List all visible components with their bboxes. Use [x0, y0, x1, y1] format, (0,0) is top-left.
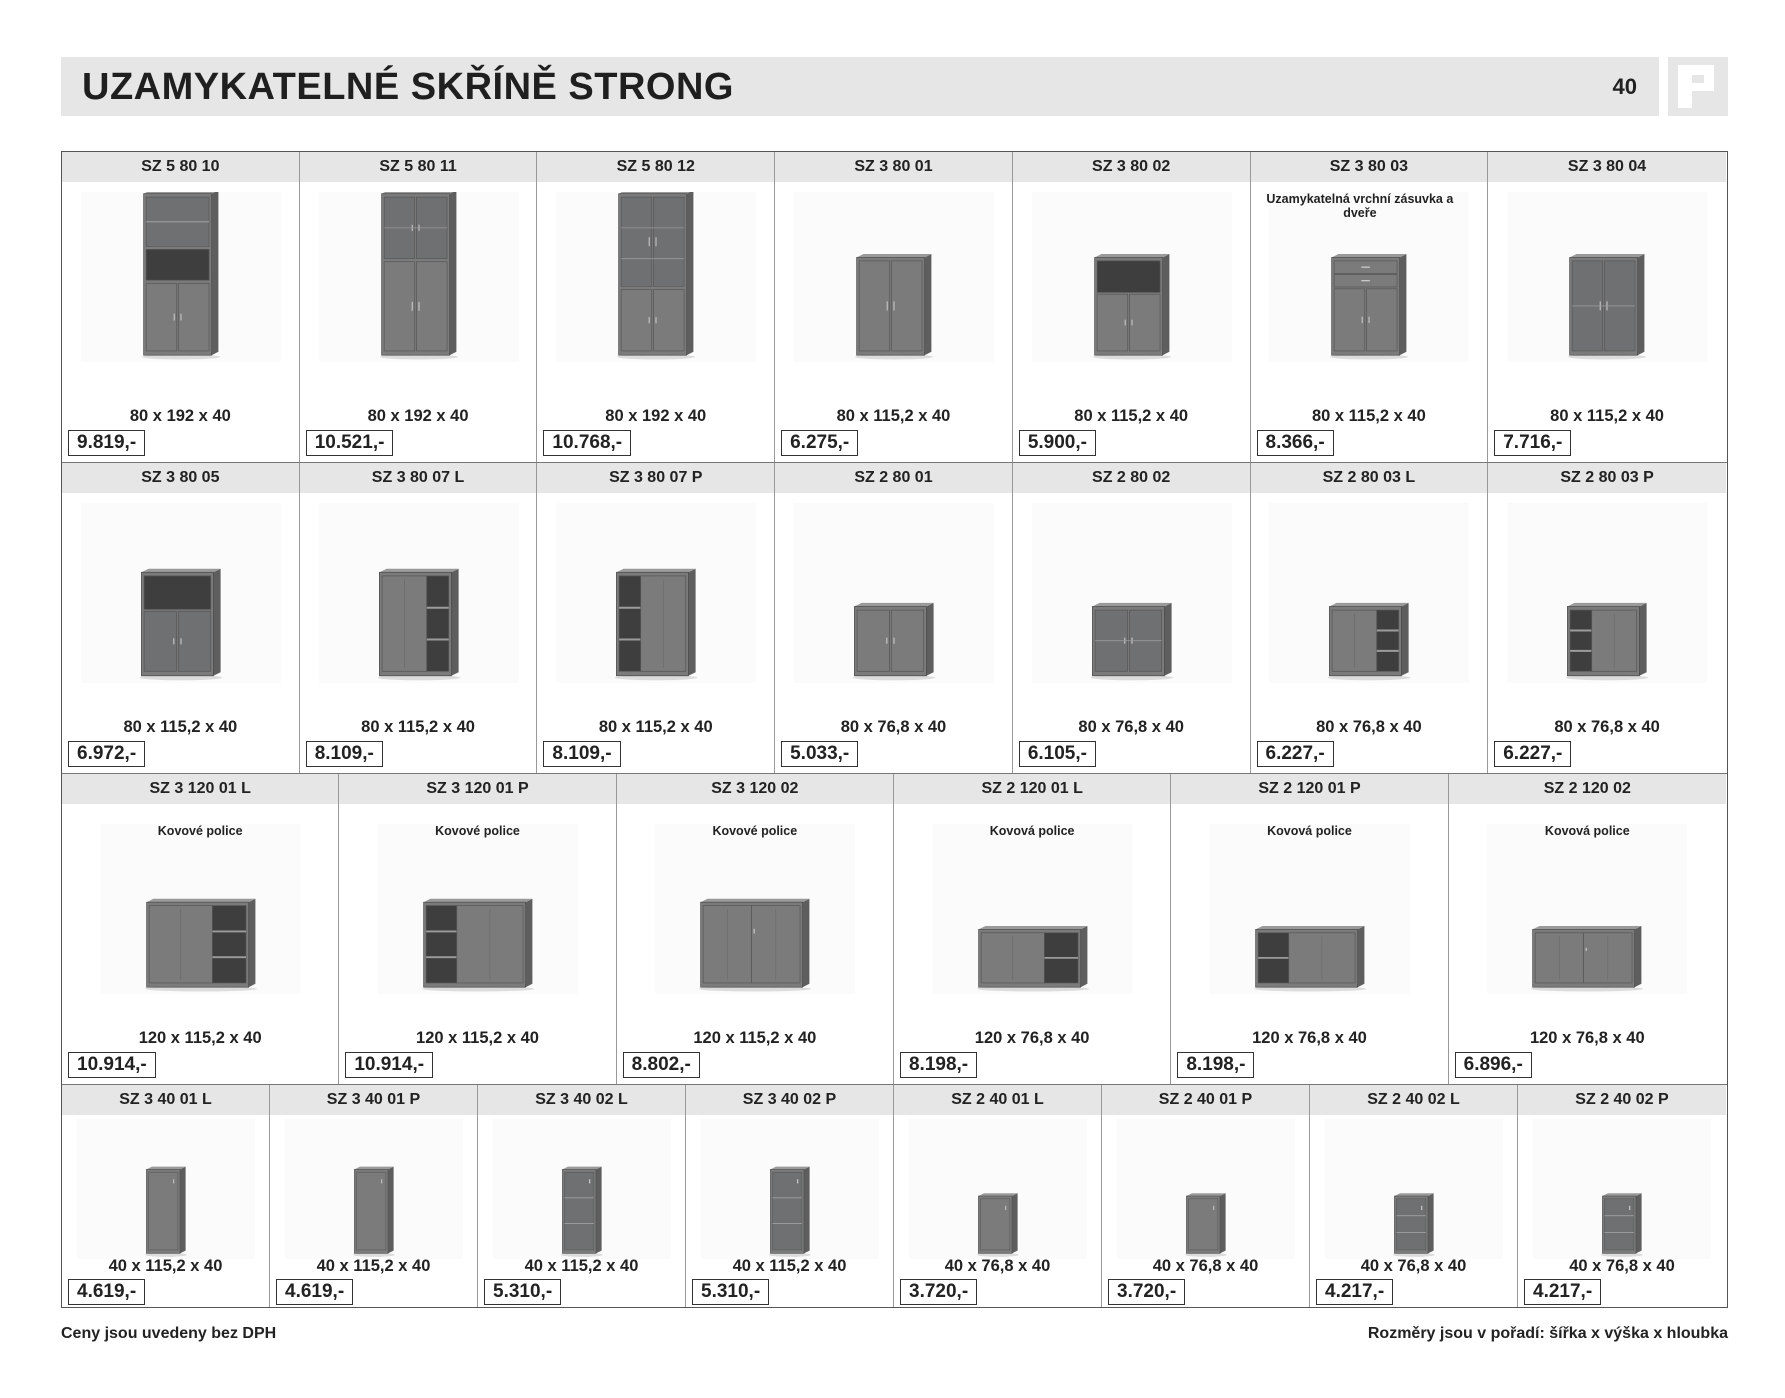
- product-code: SZ 3 80 01: [775, 152, 1012, 182]
- product-code: SZ 3 120 02: [617, 774, 893, 804]
- cabinet-icon: [1269, 503, 1469, 683]
- cabinet-icon: [285, 1119, 463, 1259]
- product-dimensions: 80 x 115,2 x 40: [1311, 407, 1426, 425]
- product-card[interactable]: [1013, 152, 1251, 462]
- product-code: SZ 3 40 01 L: [62, 1085, 269, 1115]
- cabinet-icon: [1032, 192, 1232, 362]
- product-note: Kovová police: [1544, 824, 1630, 838]
- product-dimensions: 120 x 76,8 x 40: [974, 1029, 1090, 1047]
- cabinet-image: [701, 1119, 879, 1259]
- cabinet-icon: [655, 824, 855, 994]
- cabinet-image: [794, 192, 994, 362]
- product-price: 4.619,-: [276, 1279, 353, 1305]
- page-header: [61, 57, 1659, 116]
- product-price: 8.802,-: [623, 1052, 700, 1078]
- product-code: SZ 3 80 02: [1013, 152, 1250, 182]
- product-card[interactable]: [537, 152, 775, 462]
- cabinet-image: [909, 1119, 1087, 1259]
- product-dimensions: 80 x 76,8 x 40: [840, 718, 947, 736]
- product-code: SZ 3 80 05: [62, 463, 299, 493]
- cabinet-image: [493, 1119, 671, 1259]
- page-number: 40: [1612, 74, 1637, 99]
- product-card[interactable]: [894, 774, 1171, 1084]
- product-dimensions: 40 x 115,2 x 40: [732, 1257, 847, 1275]
- product-dimensions: 40 x 115,2 x 40: [524, 1257, 639, 1275]
- product-code: SZ 2 120 01 L: [894, 774, 1170, 804]
- product-code: SZ 2 120 02: [1449, 774, 1726, 804]
- product-price: 6.105,-: [1019, 741, 1096, 767]
- cabinet-image: [81, 503, 281, 683]
- product-code: SZ 3 120 01 L: [62, 774, 338, 804]
- product-card[interactable]: [1013, 463, 1251, 773]
- product-price: 3.720,-: [900, 1279, 977, 1305]
- product-price: 6.896,-: [1455, 1052, 1532, 1078]
- product-code: SZ 3 80 03: [1251, 152, 1488, 182]
- cabinet-image: [556, 192, 756, 362]
- product-price: 5.310,-: [484, 1279, 561, 1305]
- product-card[interactable]: [1251, 463, 1489, 773]
- cabinet-image: [655, 824, 855, 994]
- product-row: [62, 463, 1727, 774]
- product-price: 8.109,-: [306, 741, 383, 767]
- product-dimensions: 80 x 192 x 40: [605, 407, 707, 425]
- product-card[interactable]: [537, 463, 775, 773]
- product-code: SZ 3 80 04: [1488, 152, 1726, 182]
- product-code: SZ 5 80 11: [300, 152, 537, 182]
- cabinet-image: [1487, 824, 1687, 994]
- product-code: SZ 2 40 02 L: [1310, 1085, 1517, 1115]
- product-dimensions: 40 x 115,2 x 40: [108, 1257, 223, 1275]
- product-price: 5.033,-: [781, 741, 858, 767]
- cabinet-icon: [1507, 503, 1707, 683]
- product-card[interactable]: [775, 152, 1013, 462]
- product-price: 6.972,-: [68, 741, 145, 767]
- product-dimensions: 120 x 115,2 x 40: [416, 1029, 539, 1047]
- cabinet-image: [285, 1119, 463, 1259]
- product-card[interactable]: [686, 1085, 894, 1307]
- product-price: 6.227,-: [1257, 741, 1334, 767]
- product-code: SZ 2 80 02: [1013, 463, 1250, 493]
- cabinet-image: [1533, 1119, 1711, 1259]
- product-code: SZ 2 80 01: [775, 463, 1012, 493]
- product-card[interactable]: [1171, 774, 1448, 1084]
- cabinet-icon: [101, 824, 301, 994]
- product-price: 10.768,-: [543, 430, 631, 456]
- product-price: 6.227,-: [1494, 741, 1571, 767]
- product-card[interactable]: [1488, 463, 1726, 773]
- product-note: Kovová police: [1267, 824, 1352, 838]
- product-row: [62, 774, 1727, 1085]
- product-dimensions: 40 x 76,8 x 40: [1360, 1257, 1467, 1275]
- product-row: [62, 1085, 1727, 1307]
- product-card[interactable]: [775, 463, 1013, 773]
- product-note: Kovové police: [157, 824, 243, 838]
- cabinet-icon: [1032, 503, 1232, 683]
- product-dimensions: 120 x 115,2 x 40: [693, 1029, 817, 1047]
- cabinet-image: [1210, 824, 1410, 994]
- product-price: 7.716,-: [1494, 430, 1571, 456]
- product-code: SZ 2 40 02 P: [1518, 1085, 1726, 1115]
- product-dimensions: 80 x 76,8 x 40: [1554, 718, 1660, 736]
- product-note: Kovové police: [435, 824, 520, 838]
- product-card[interactable]: [62, 774, 339, 1084]
- page-title: UZAMYKATELNÉ SKŘÍNĚ STRONG: [82, 66, 734, 108]
- product-card[interactable]: [62, 463, 300, 773]
- product-dimensions: 120 x 76,8 x 40: [1529, 1029, 1645, 1047]
- product-card[interactable]: [339, 774, 616, 1084]
- product-dimensions: 80 x 115,2 x 40: [361, 718, 475, 736]
- cabinet-icon: [909, 1119, 1087, 1259]
- product-price: 8.366,-: [1257, 430, 1334, 456]
- cabinet-image: [933, 824, 1133, 994]
- product-dimensions: 40 x 76,8 x 40: [1152, 1257, 1259, 1275]
- cabinet-image: [319, 192, 519, 362]
- product-code: SZ 2 120 01 P: [1171, 774, 1447, 804]
- cabinet-image: [378, 824, 578, 994]
- product-card[interactable]: [62, 1085, 270, 1307]
- product-card[interactable]: [1488, 152, 1726, 462]
- product-code: SZ 3 40 02 L: [478, 1085, 685, 1115]
- cabinet-icon: [556, 192, 756, 362]
- product-dimensions: 80 x 192 x 40: [367, 407, 469, 425]
- product-price: 9.819,-: [68, 430, 145, 456]
- product-price: 4.217,-: [1524, 1279, 1601, 1305]
- product-dimensions: 80 x 76,8 x 40: [1078, 718, 1184, 736]
- product-price: 8.198,-: [1177, 1052, 1254, 1078]
- product-dimensions: 40 x 115,2 x 40: [316, 1257, 431, 1275]
- product-dimensions: 80 x 115,2 x 40: [836, 407, 951, 425]
- product-card[interactable]: [1102, 1085, 1310, 1307]
- product-dimensions: 80 x 115,2 x 40: [598, 718, 713, 736]
- brand-logo: [1668, 57, 1728, 116]
- brand-logo-icon: [1668, 57, 1728, 116]
- product-card[interactable]: [1310, 1085, 1518, 1307]
- product-grid: [61, 151, 1728, 1308]
- cabinet-image: [1032, 192, 1232, 362]
- cabinet-icon: [794, 192, 994, 362]
- product-card[interactable]: [270, 1085, 478, 1307]
- product-code: SZ 2 80 03 L: [1251, 463, 1488, 493]
- product-code: SZ 2 40 01 L: [894, 1085, 1101, 1115]
- cabinet-icon: [319, 192, 519, 362]
- product-dimensions: 80 x 76,8 x 40: [1316, 718, 1422, 736]
- cabinet-icon: [319, 503, 519, 683]
- cabinet-icon: [701, 1119, 879, 1259]
- product-card[interactable]: [478, 1085, 686, 1307]
- cabinet-image: [101, 824, 301, 994]
- product-price: 10.914,-: [345, 1052, 433, 1078]
- cabinet-icon: [1487, 824, 1687, 994]
- product-dimensions: 80 x 115,2 x 40: [1550, 407, 1664, 425]
- cabinet-image: [1507, 503, 1707, 683]
- cabinet-icon: [794, 503, 994, 683]
- cabinet-image: [556, 503, 756, 683]
- cabinet-icon: [81, 192, 281, 362]
- cabinet-icon: [933, 824, 1133, 994]
- product-note: Kovová police: [989, 824, 1075, 838]
- cabinet-image: [1507, 192, 1707, 362]
- product-dimensions: 40 x 76,8 x 40: [944, 1257, 1051, 1275]
- product-price: 4.619,-: [68, 1279, 145, 1305]
- product-card[interactable]: [1449, 774, 1726, 1084]
- cabinet-icon: [1210, 824, 1410, 994]
- cabinet-image: [1032, 503, 1232, 683]
- footer-vat-note: Ceny jsou uvedeny bez DPH: [61, 1325, 277, 1342]
- cabinet-icon: [1507, 192, 1707, 362]
- product-price: 3.720,-: [1108, 1279, 1185, 1305]
- cabinet-image: [319, 503, 519, 683]
- cabinet-image: [1269, 503, 1469, 683]
- product-dimensions: 80 x 115,2 x 40: [123, 718, 238, 736]
- product-card[interactable]: [1518, 1085, 1726, 1307]
- product-dimensions: 80 x 115,2 x 40: [1074, 407, 1189, 425]
- cabinet-icon: [1117, 1119, 1295, 1259]
- product-note: Kovové police: [712, 824, 798, 838]
- product-code: SZ 2 40 01 P: [1102, 1085, 1309, 1115]
- product-card[interactable]: [300, 152, 538, 462]
- product-dimensions: 120 x 115,2 x 40: [138, 1029, 262, 1047]
- cabinet-icon: [1325, 1119, 1503, 1259]
- product-code: SZ 3 80 07 P: [537, 463, 774, 493]
- product-price: 8.109,-: [543, 741, 620, 767]
- cabinet-image: [794, 503, 994, 683]
- product-code: SZ 5 80 10: [62, 152, 299, 182]
- product-price: 6.275,-: [781, 430, 858, 456]
- footer-dimension-note: Rozměry jsou v pořadí: šířka x výška x hloubka: [1367, 1325, 1728, 1342]
- product-code: SZ 2 80 03 P: [1488, 463, 1726, 493]
- product-code: SZ 3 120 01 P: [339, 774, 615, 804]
- cabinet-icon: [77, 1119, 255, 1259]
- product-card[interactable]: [62, 152, 300, 462]
- product-code: SZ 5 80 12: [537, 152, 774, 182]
- product-card[interactable]: [1251, 152, 1489, 462]
- cabinet-image: [1117, 1119, 1295, 1259]
- product-row: [62, 152, 1727, 463]
- product-code: SZ 3 40 02 P: [686, 1085, 893, 1115]
- product-price: 5.900,-: [1019, 430, 1096, 456]
- product-dimensions: 120 x 76,8 x 40: [1252, 1029, 1367, 1047]
- cabinet-image: [81, 192, 281, 362]
- cabinet-icon: [81, 503, 281, 683]
- product-code: SZ 3 40 01 P: [270, 1085, 477, 1115]
- cabinet-image: [1325, 1119, 1503, 1259]
- product-note: Uzamykatelná vrchní zásuvka a dveře: [1266, 192, 1454, 220]
- product-price: 4.217,-: [1316, 1279, 1393, 1305]
- cabinet-image: [77, 1119, 255, 1259]
- cabinet-icon: [493, 1119, 671, 1259]
- product-card[interactable]: [300, 463, 538, 773]
- product-price: 8.198,-: [900, 1052, 977, 1078]
- product-price: 10.914,-: [68, 1052, 156, 1078]
- cabinet-icon: [556, 503, 756, 683]
- product-dimensions: 40 x 76,8 x 40: [1569, 1257, 1675, 1275]
- product-price: 10.521,-: [306, 430, 394, 456]
- product-price: 5.310,-: [692, 1279, 769, 1305]
- product-dimensions: 80 x 192 x 40: [129, 407, 231, 425]
- product-card[interactable]: [617, 774, 894, 1084]
- product-code: SZ 3 80 07 L: [300, 463, 537, 493]
- cabinet-icon: [378, 824, 578, 994]
- cabinet-icon: [1533, 1119, 1711, 1259]
- product-card[interactable]: [894, 1085, 1102, 1307]
